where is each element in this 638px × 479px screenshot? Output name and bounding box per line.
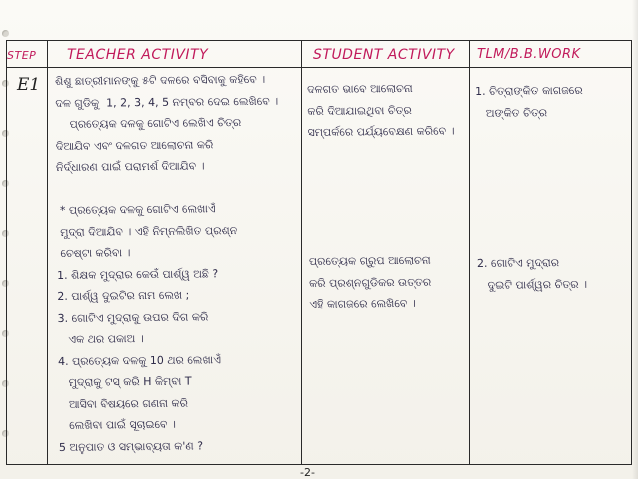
header-student-activity: STUDENT ACTIVITY xyxy=(313,47,455,63)
page-number: -2- xyxy=(300,466,315,479)
header-step: STEP xyxy=(7,49,37,62)
student-activity-text: ଦଳଗତ ଭାବେ ଆଲୋଚନା କରି ଦିଆଯାଇଥିବା ଚିତ୍ର ସମ୍ପର୍କରେ ପର୍ଯ୍ୟବେକ୍ଷଣ କରିବେ । ପ୍ରତ୍ୟେକ ଗ୍ରୁପ ଆଲୋଚନା କରି ପ୍ରଶ୍ନଗୁଡିକର ଉତ୍ତର ଏହି କାଗଜରେ ଲେଖିବେ । xyxy=(307,81,455,311)
column-divider-step xyxy=(47,41,48,464)
lesson-plan-table xyxy=(6,40,632,465)
header-divider xyxy=(7,67,631,68)
column-divider-teacher xyxy=(301,41,302,464)
column-divider-student xyxy=(469,41,470,464)
step-label: E1 xyxy=(17,75,41,95)
header-tlm: TLM/B.B.WORK xyxy=(477,47,581,62)
tlm-text: 1. ଚିତ୍ରାଙ୍କିତ କାଗଜରେ ଅଙ୍କିତ ଚିତ୍ର 2. ଗୋଟିଏ ମୁଦ୍ରାର ଦୁଇଟି ପାର୍ଶ୍ୱର ଚିତ୍ର । xyxy=(475,83,588,292)
teacher-activity-text: ଶିଶୁ ଛାତ୍ରୀମାନଙ୍କୁ ୫ଟି ଦଳରେ ବସିବାକୁ କହିବେ । ଦଳ ଗୁଡିକୁ 1, 2, 3, 4, 5 ନମ୍ବର ଦେଇ ଲେଖିବେ । ପ୍ରତ୍ୟେକ ଦଳକୁ ଗୋଟିଏ ଲେଖିଏ ଚିତ୍ର ଦିଆଯିବ ଏବଂ ଦଳଗତ ଆଲୋଚନା କରି ନିର୍ଦ୍ଧାରଣ ପାଇଁ ପରାମର୍ଶ ଦିଆଯିବ । * ପ୍ରତ୍ୟେକ ଦଳକୁ ଗୋଟିଏ ଲେଖାଏଁ ମୁଦ୍ରା ଦିଆଯିବ । ଏହି ନିମ୍ନଲିଖିତ ପ୍ରଶ୍ନ ଚେଷ୍ଟା କରିବା । 1. ଶିକ୍ଷକ ମୁଦ୍ରାର କେଉଁ ପାର୍ଶ୍ୱ ଅଛି ? 2. ପାର୍ଶ୍ୱ ଦୁଇଟିର ନାମ ଲେଖ ; 3. ଗୋଟିଏ ମୁଦ୍ରାକୁ ଉପର ଦିଗ କରି ଏକ ଥର ପକାଅ । 4. ପ୍ରତ୍ୟେକ ଦଳକୁ 10 ଥର ଲେଖାଏଁ ମୁଦ୍ରାକୁ ଟସ୍ କରି H କିମ୍ବା T ଆସିବା ବିଷୟରେ ଗଣନା କରି ଲେଖିବା ପାଇଁ ସୂଚାଇବେ । 5 ଅନୁପାତ ଓ ସମ୍ଭାବ୍ୟତା କ'ଣ ? xyxy=(55,72,279,454)
header-teacher-activity: TEACHER ACTIVITY xyxy=(67,47,209,63)
